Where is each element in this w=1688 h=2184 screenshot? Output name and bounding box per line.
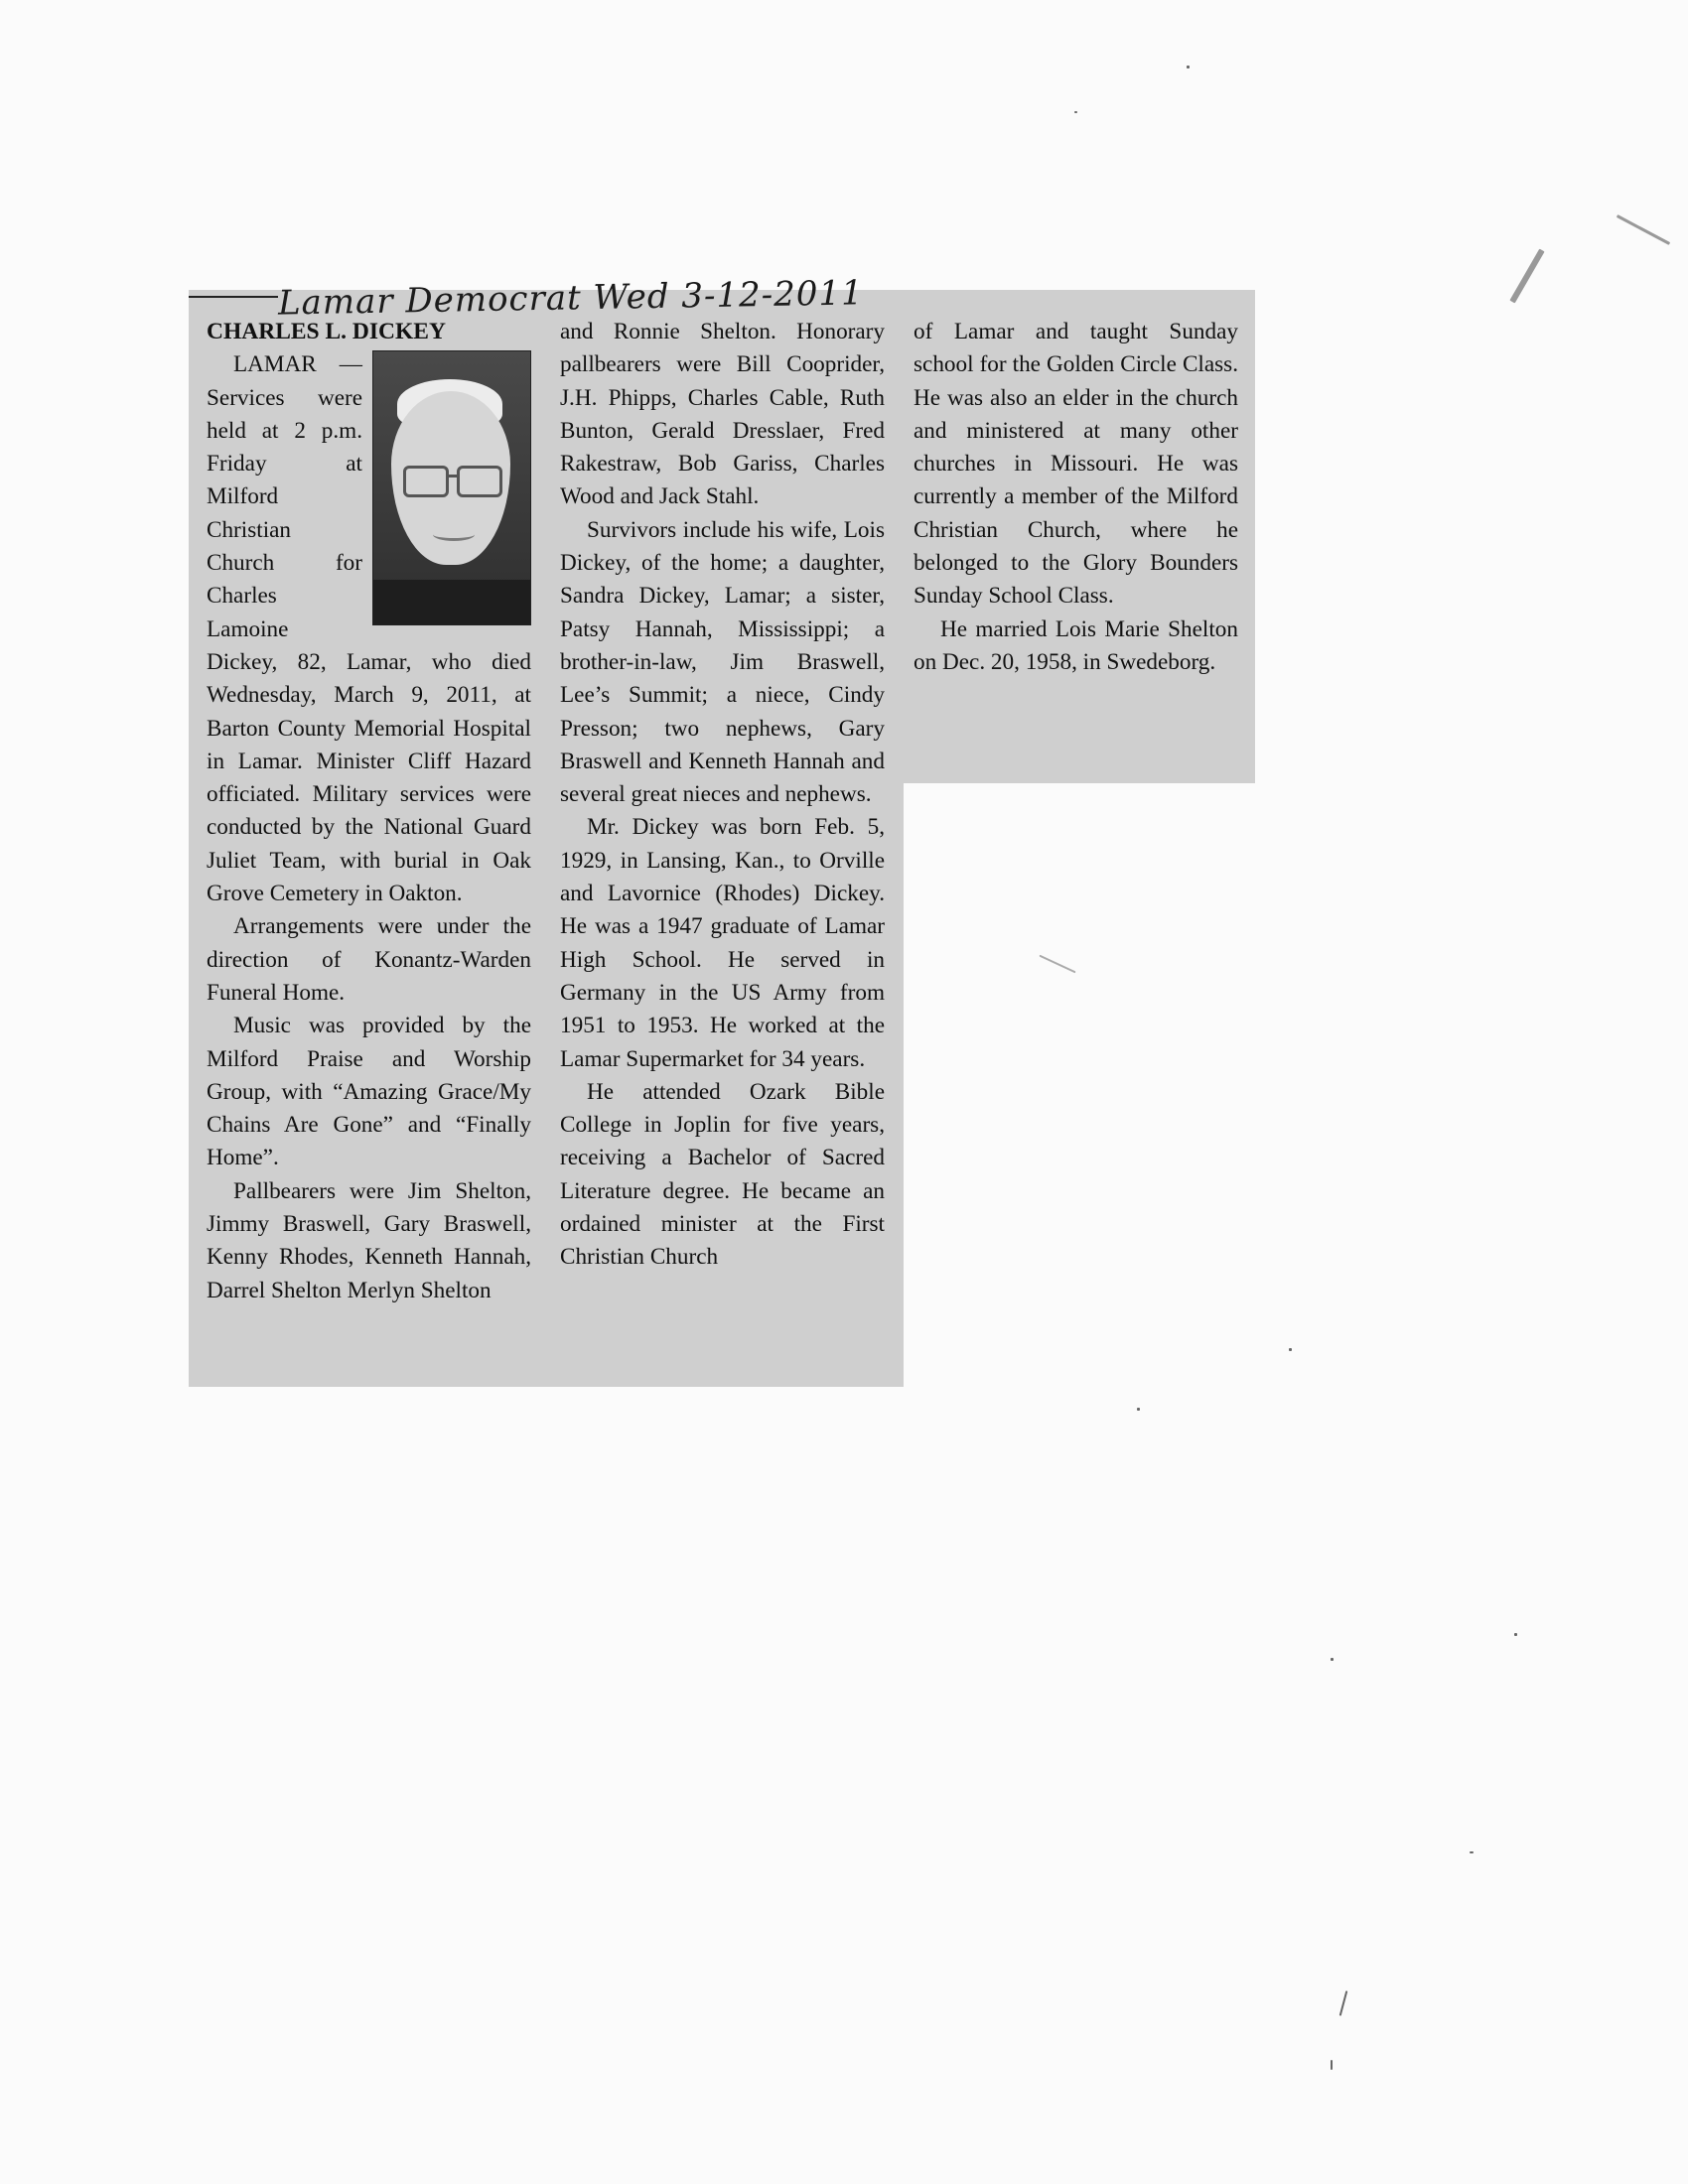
paragraph-continued: and Ronnie Shelton. Honorary pallbearers were Bill Cooprider, J.H. Phipps, Charles Cable, Ruth Bunton, Gerald Dresslaer, Fred Rakestraw, Bob Gariss, Charles Wood and Jack Stahl. [560,319,885,510]
paragraph: Survivors include his wife, Lois Dickey, of the home; a daughter, Sandra Dickey, Lamar; a sister, Patsy Hannah, Mississippi; a brother-in-law, Jim Braswell, Lee’s Summit; a niece, Cindy Presson; two nephews, Gary Braswell and Kenneth Hannah and several great nieces and nephews. [560,516,885,808]
portrait-photo-icon [372,350,531,625]
obituary-headline: CHARLES L. DICKEY [207,319,446,344]
scan-speck [1470,1851,1474,1853]
paragraph: He attended Ozark Bible College in Joplin for five years, receiving a Bachelor of Sacred Literature degree. He became an ordained minister at the First Christian Church [560,1078,885,1271]
paragraph: Arrangements were under the direction of Konantz-Warden Funeral Home. [207,913,531,1006]
handwritten-underline [189,296,278,298]
scan-speck [1339,1990,1348,2016]
paragraph: Mr. Dickey was born Feb. 5, 1929, in Lansing, Kan., to Orville and Lavornice (Rhodes) Dickey. He was a 1947 graduate of Lamar High School. He served in Germany in the US Army from 1951 to 1953. He worked at the Lamar Supermarket for 34 years. [560,814,885,1072]
paragraph: Music was provided by the Milford Praise and Worship Group, with “Amazing Grace/My Chains Are Gone” and “Finally Home”. [207,1013,531,1171]
scan-speck [1331,1658,1334,1661]
paragraph: LAMAR — Services were held at 2 p.m. Friday at Milford Christian Church for Charles Lamoine Dickey, 82, Lamar, who died Wednesday, March 9, 2011, at Barton County Memorial Hospital in Lamar. Minister Cliff Hazard officiated. Military services were conducted by the National Guard Juliet Team, with burial in Oak Grove Cemetery in Oakton. [207,351,531,907]
scan-speck [1617,214,1670,245]
scan-speck [1514,1633,1517,1636]
scan-speck [1331,2060,1333,2070]
scan-speck [1289,1348,1292,1351]
column-3 [914,316,1238,679]
paragraph: He married Lois Marie Shelton on Dec. 20, 1958, in Swedeborg. [914,615,1238,675]
scan-speck [1187,66,1190,68]
scan-speck [1039,955,1075,974]
scan-speck [1509,249,1544,304]
scan-speck [1074,111,1077,113]
paragraph-continued: of Lamar and taught Sunday school for the Golden Circle Class. He was also an elder in the church and ministered at many other churches in Missouri. He was currently a member of the Milford Christian Church, where he belonged to the Glory Bounders Sunday School Class. [914,319,1238,610]
column-1 [207,316,531,1307]
handwritten-note: Lamar Democrat Wed 3-12-2011 [277,273,865,324]
paragraph: Pallbearers were Jim Shelton, Jimmy Braswell, Gary Braswell, Kenny Rhodes, Kenneth Hannah, Darrel Shelton Merlyn Shelton [207,1177,531,1303]
scan-speck [1137,1408,1140,1411]
column-2 [560,316,885,1275]
